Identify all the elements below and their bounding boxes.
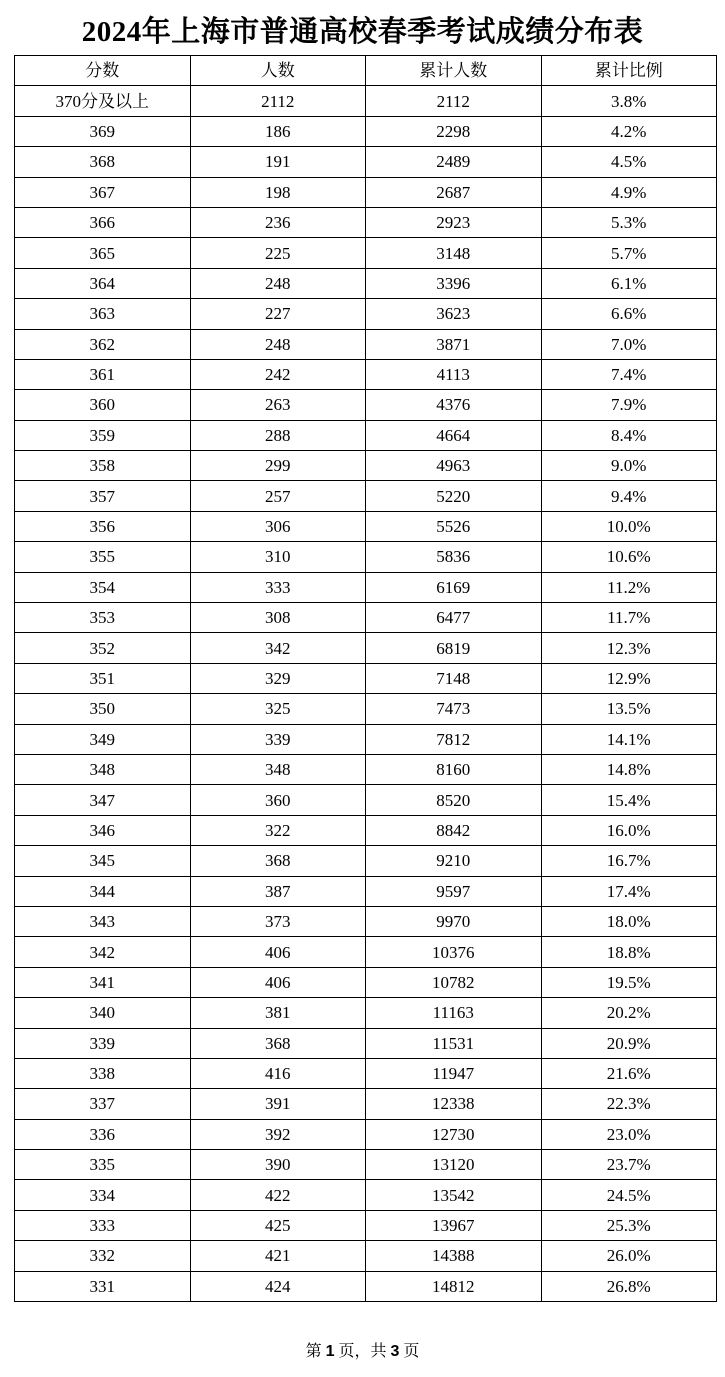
cell-score: 339 — [15, 1028, 191, 1058]
cell-cumulative-ratio: 12.3% — [541, 633, 717, 663]
cell-count: 227 — [190, 299, 366, 329]
cell-cumulative-ratio: 17.4% — [541, 876, 717, 906]
table-row — [15, 1150, 717, 1180]
cell-cumulative-ratio: 26.0% — [541, 1241, 717, 1271]
cell-cumulative-ratio: 4.2% — [541, 116, 717, 146]
cell-cumulative-ratio: 18.8% — [541, 937, 717, 967]
cell-count: 387 — [190, 876, 366, 906]
cell-cumulative-count: 11163 — [366, 998, 542, 1028]
cell-score: 347 — [15, 785, 191, 815]
cell-count: 248 — [190, 329, 366, 359]
cell-count: 198 — [190, 177, 366, 207]
cell-cumulative-ratio: 23.0% — [541, 1119, 717, 1149]
cell-count: 308 — [190, 603, 366, 633]
cell-count: 186 — [190, 116, 366, 146]
cell-score: 343 — [15, 906, 191, 936]
header-score: 分数 — [15, 56, 191, 86]
cell-cumulative-count: 2489 — [366, 147, 542, 177]
cell-cumulative-count: 3623 — [366, 299, 542, 329]
cell-score: 362 — [15, 329, 191, 359]
cell-count: 406 — [190, 967, 366, 997]
table-row — [15, 329, 717, 359]
cell-cumulative-ratio: 13.5% — [541, 694, 717, 724]
cell-cumulative-count: 2298 — [366, 116, 542, 146]
page-footer — [0, 1340, 725, 1364]
cell-cumulative-ratio: 9.0% — [541, 451, 717, 481]
cell-cumulative-count: 14388 — [366, 1241, 542, 1271]
cell-score: 363 — [15, 299, 191, 329]
cell-cumulative-count: 6169 — [366, 572, 542, 602]
cell-cumulative-count: 5220 — [366, 481, 542, 511]
cell-count: 329 — [190, 663, 366, 693]
cell-score: 365 — [15, 238, 191, 268]
table-row — [15, 1210, 717, 1240]
cell-cumulative-count: 14812 — [366, 1271, 542, 1301]
table-row — [15, 1089, 717, 1119]
table-row — [15, 694, 717, 724]
cell-count: 373 — [190, 906, 366, 936]
cell-cumulative-ratio: 26.8% — [541, 1271, 717, 1301]
cell-count: 406 — [190, 937, 366, 967]
cell-cumulative-count: 5836 — [366, 542, 542, 572]
cell-cumulative-ratio: 15.4% — [541, 785, 717, 815]
cell-count: 225 — [190, 238, 366, 268]
cell-score: 352 — [15, 633, 191, 663]
cell-score: 351 — [15, 663, 191, 693]
table-row — [15, 359, 717, 389]
cell-cumulative-count: 8842 — [366, 815, 542, 845]
table-row — [15, 177, 717, 207]
cell-cumulative-count: 7812 — [366, 724, 542, 754]
cell-score: 350 — [15, 694, 191, 724]
cell-cumulative-count: 4113 — [366, 359, 542, 389]
footer-middle: 页，共 — [338, 1343, 387, 1360]
cell-score: 345 — [15, 846, 191, 876]
table-row — [15, 481, 717, 511]
cell-cumulative-count: 4664 — [366, 420, 542, 450]
cell-count: 360 — [190, 785, 366, 815]
cell-cumulative-count: 10376 — [366, 937, 542, 967]
cell-cumulative-count: 9210 — [366, 846, 542, 876]
cell-count: 242 — [190, 359, 366, 389]
cell-score: 368 — [15, 147, 191, 177]
cell-cumulative-count: 8160 — [366, 754, 542, 784]
table-row — [15, 1271, 717, 1301]
footer-prefix: 第 — [305, 1343, 322, 1360]
cell-cumulative-count: 2112 — [366, 86, 542, 116]
table-row — [15, 876, 717, 906]
cell-cumulative-ratio: 9.4% — [541, 481, 717, 511]
cell-score: 366 — [15, 207, 191, 237]
cell-score: 332 — [15, 1241, 191, 1271]
cell-cumulative-ratio: 8.4% — [541, 420, 717, 450]
cell-cumulative-count: 9970 — [366, 906, 542, 936]
cell-cumulative-ratio: 12.9% — [541, 663, 717, 693]
cell-cumulative-ratio: 7.4% — [541, 359, 717, 389]
cell-count: 348 — [190, 754, 366, 784]
table-row — [15, 86, 717, 116]
cell-count: 299 — [190, 451, 366, 481]
table-row — [15, 785, 717, 815]
cell-count: 306 — [190, 511, 366, 541]
cell-score: 360 — [15, 390, 191, 420]
table-row — [15, 906, 717, 936]
cell-score: 370分及以上 — [15, 86, 191, 116]
cell-cumulative-ratio: 6.1% — [541, 268, 717, 298]
cell-cumulative-count: 6819 — [366, 633, 542, 663]
table-row — [15, 1180, 717, 1210]
table-row — [15, 1241, 717, 1271]
cell-cumulative-count: 11947 — [366, 1058, 542, 1088]
footer-total-pages: 3 — [390, 1343, 400, 1360]
cell-count: 424 — [190, 1271, 366, 1301]
cell-score: 337 — [15, 1089, 191, 1119]
cell-count: 339 — [190, 724, 366, 754]
cell-score: 334 — [15, 1180, 191, 1210]
cell-cumulative-ratio: 25.3% — [541, 1210, 717, 1240]
cell-cumulative-count: 12730 — [366, 1119, 542, 1149]
cell-cumulative-count: 2687 — [366, 177, 542, 207]
table-row — [15, 754, 717, 784]
table-row — [15, 846, 717, 876]
cell-count: 263 — [190, 390, 366, 420]
table-row — [15, 603, 717, 633]
cell-score: 359 — [15, 420, 191, 450]
cell-count: 416 — [190, 1058, 366, 1088]
table-row — [15, 967, 717, 997]
cell-cumulative-ratio: 14.8% — [541, 754, 717, 784]
cell-score: 349 — [15, 724, 191, 754]
table-row — [15, 1058, 717, 1088]
cell-cumulative-ratio: 16.7% — [541, 846, 717, 876]
cell-count: 248 — [190, 268, 366, 298]
cell-score: 336 — [15, 1119, 191, 1149]
cell-cumulative-ratio: 18.0% — [541, 906, 717, 936]
cell-cumulative-count: 13120 — [366, 1150, 542, 1180]
cell-count: 368 — [190, 1028, 366, 1058]
table-row — [15, 724, 717, 754]
cell-cumulative-count: 13542 — [366, 1180, 542, 1210]
cell-score: 341 — [15, 967, 191, 997]
cell-score: 358 — [15, 451, 191, 481]
cell-score: 367 — [15, 177, 191, 207]
table-row — [15, 420, 717, 450]
header-cumulative-count: 累计人数 — [366, 56, 542, 86]
cell-cumulative-count: 8520 — [366, 785, 542, 815]
cell-cumulative-count: 2923 — [366, 207, 542, 237]
cell-cumulative-count: 3871 — [366, 329, 542, 359]
cell-score: 331 — [15, 1271, 191, 1301]
cell-score: 356 — [15, 511, 191, 541]
cell-score: 354 — [15, 572, 191, 602]
cell-count: 422 — [190, 1180, 366, 1210]
page-title: 2024年上海市普通高校春季考试成绩分布表 — [81, 16, 644, 48]
cell-count: 342 — [190, 633, 366, 663]
cell-count: 322 — [190, 815, 366, 845]
cell-cumulative-count: 9597 — [366, 876, 542, 906]
cell-score: 355 — [15, 542, 191, 572]
cell-count: 325 — [190, 694, 366, 724]
header-count: 人数 — [190, 56, 366, 86]
cell-score: 369 — [15, 116, 191, 146]
cell-cumulative-count: 6477 — [366, 603, 542, 633]
cell-cumulative-count: 3148 — [366, 238, 542, 268]
cell-cumulative-ratio: 14.1% — [541, 724, 717, 754]
cell-score: 357 — [15, 481, 191, 511]
cell-cumulative-count: 11531 — [366, 1028, 542, 1058]
table-body — [15, 86, 717, 1302]
cell-score: 333 — [15, 1210, 191, 1240]
cell-cumulative-ratio: 10.0% — [541, 511, 717, 541]
table-row — [15, 937, 717, 967]
table-row — [15, 116, 717, 146]
cell-cumulative-ratio: 6.6% — [541, 299, 717, 329]
cell-cumulative-ratio: 5.7% — [541, 238, 717, 268]
table-row — [15, 998, 717, 1028]
cell-cumulative-count: 4376 — [366, 390, 542, 420]
table-row — [15, 268, 717, 298]
cell-count: 425 — [190, 1210, 366, 1240]
header-cumulative-ratio: 累计比例 — [541, 56, 717, 86]
cell-cumulative-count: 7148 — [366, 663, 542, 693]
cell-count: 333 — [190, 572, 366, 602]
cell-count: 368 — [190, 846, 366, 876]
cell-cumulative-ratio: 20.9% — [541, 1028, 717, 1058]
table-row — [15, 572, 717, 602]
cell-cumulative-ratio: 11.2% — [541, 572, 717, 602]
table-row — [15, 815, 717, 845]
score-distribution-table — [14, 55, 717, 1302]
cell-count: 191 — [190, 147, 366, 177]
cell-score: 335 — [15, 1150, 191, 1180]
cell-score: 346 — [15, 815, 191, 845]
cell-count: 392 — [190, 1119, 366, 1149]
table-row — [15, 147, 717, 177]
cell-cumulative-ratio: 4.9% — [541, 177, 717, 207]
cell-count: 390 — [190, 1150, 366, 1180]
cell-cumulative-count: 5526 — [366, 511, 542, 541]
cell-score: 342 — [15, 937, 191, 967]
cell-score: 344 — [15, 876, 191, 906]
table-row — [15, 451, 717, 481]
footer-page-number: 1 — [325, 1343, 335, 1360]
cell-count: 2112 — [190, 86, 366, 116]
cell-count: 421 — [190, 1241, 366, 1271]
cell-cumulative-ratio: 7.0% — [541, 329, 717, 359]
cell-count: 257 — [190, 481, 366, 511]
cell-count: 288 — [190, 420, 366, 450]
cell-cumulative-ratio: 3.8% — [541, 86, 717, 116]
cell-cumulative-ratio: 5.3% — [541, 207, 717, 237]
cell-score: 348 — [15, 754, 191, 784]
table-row — [15, 633, 717, 663]
footer-suffix: 页 — [403, 1343, 420, 1360]
cell-cumulative-ratio: 16.0% — [541, 815, 717, 845]
cell-cumulative-ratio: 21.6% — [541, 1058, 717, 1088]
cell-cumulative-ratio: 19.5% — [541, 967, 717, 997]
cell-count: 236 — [190, 207, 366, 237]
table-row — [15, 207, 717, 237]
cell-cumulative-count: 4963 — [366, 451, 542, 481]
cell-cumulative-ratio: 20.2% — [541, 998, 717, 1028]
cell-score: 353 — [15, 603, 191, 633]
table-row — [15, 663, 717, 693]
cell-cumulative-ratio: 22.3% — [541, 1089, 717, 1119]
cell-cumulative-ratio: 11.7% — [541, 603, 717, 633]
cell-cumulative-count: 10782 — [366, 967, 542, 997]
cell-score: 361 — [15, 359, 191, 389]
cell-cumulative-ratio: 24.5% — [541, 1180, 717, 1210]
table-row — [15, 238, 717, 268]
cell-cumulative-ratio: 10.6% — [541, 542, 717, 572]
table-row — [15, 1119, 717, 1149]
table-row — [15, 299, 717, 329]
cell-cumulative-ratio: 7.9% — [541, 390, 717, 420]
cell-score: 364 — [15, 268, 191, 298]
cell-count: 381 — [190, 998, 366, 1028]
cell-count: 310 — [190, 542, 366, 572]
cell-cumulative-count: 3396 — [366, 268, 542, 298]
table-row — [15, 511, 717, 541]
table-row — [15, 542, 717, 572]
table-row — [15, 1028, 717, 1058]
cell-cumulative-count: 7473 — [366, 694, 542, 724]
cell-count: 391 — [190, 1089, 366, 1119]
table-header-row — [15, 56, 717, 86]
table-row — [15, 390, 717, 420]
cell-cumulative-count: 13967 — [366, 1210, 542, 1240]
cell-cumulative-ratio: 4.5% — [541, 147, 717, 177]
cell-score: 340 — [15, 998, 191, 1028]
cell-cumulative-count: 12338 — [366, 1089, 542, 1119]
cell-score: 338 — [15, 1058, 191, 1088]
cell-cumulative-ratio: 23.7% — [541, 1150, 717, 1180]
